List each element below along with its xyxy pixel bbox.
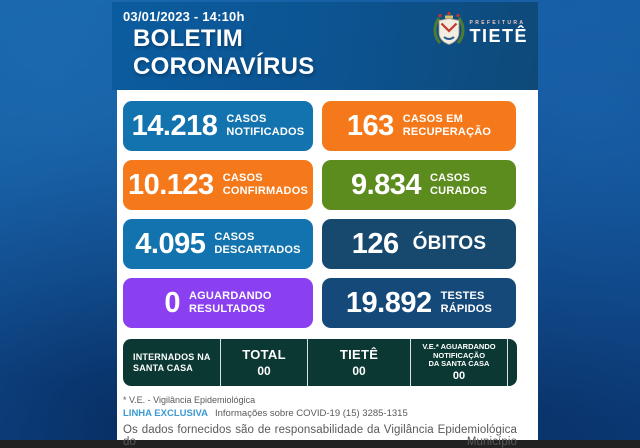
stat-casos-confirmados (123, 160, 313, 210)
stat-testes-rapidos (322, 278, 516, 328)
stat-label: CASOS NOTIFICADOS (226, 113, 305, 138)
bulletin-footer (123, 395, 517, 448)
table-spacer (508, 339, 517, 386)
bulletin-title-line2: CORONAVÍRUS (133, 53, 315, 80)
stat-obitos (322, 219, 516, 269)
bulletin-header (112, 2, 538, 90)
hotline-label: LINHA EXCLUSIVA (123, 408, 208, 419)
stat-casos-em-recuperacao (322, 101, 516, 151)
tiete-value: 00 (352, 363, 366, 378)
stat-label: TESTES RÁPIDOS (440, 290, 493, 315)
stat-value: 19.892 (345, 286, 432, 319)
hotline-info: Informações sobre COVID-19 (15) 3285-1315 (214, 408, 408, 419)
ve-value: 00 (452, 369, 466, 382)
santa-casa-table (123, 339, 517, 386)
stat-casos-curados (322, 160, 516, 210)
coat-of-arms-icon (432, 11, 466, 53)
bulletin-title (133, 25, 315, 81)
stat-value: 4.095 (135, 227, 206, 260)
stat-label: ÓBITOS (412, 233, 487, 254)
total-value: 00 (257, 363, 271, 378)
stat-label: CASOS EM RECUPERAÇÃO (402, 113, 492, 138)
stat-casos-descartados (123, 219, 313, 269)
disclaimer-text: Os dados fornecidos são de responsabilidade da Vigilância Epidemiológica do Município (123, 424, 517, 448)
stat-value: 0 (164, 286, 180, 319)
stat-value: 9.834 (350, 168, 422, 201)
bulletin-card (112, 2, 538, 448)
stat-label: CASOS CONFIRMADOS (222, 172, 308, 197)
stat-value: 14.218 (131, 109, 218, 142)
stat-casos-notificados (123, 101, 313, 151)
table-col-ve-aguardando: V.E.* AGUARDANDO NOTIFICAÇÃO DA SANTA CASA 00 (411, 339, 508, 386)
stat-label: CASOS DESCARTADOS (214, 231, 301, 256)
logo-city-name: TIETÊ (469, 25, 528, 46)
ve-footnote: * V.E. - Vigilância Epidemiológica (123, 395, 256, 405)
hotline-line (123, 408, 517, 419)
table-col-internados: INTERNADOS NA SANTA CASA (123, 339, 221, 386)
city-logo-text (469, 20, 528, 45)
stat-label: CASOS CURADOS (430, 172, 488, 197)
city-logo (432, 11, 528, 53)
bulletin-datetime: 03/01/2023 - 14:10h (123, 9, 245, 24)
stat-aguardando-resultados (123, 278, 313, 328)
stat-value: 163 (346, 109, 394, 142)
stat-value: 10.123 (127, 168, 214, 201)
stat-label: AGUARDANDO RESULTADOS (188, 290, 272, 315)
table-col-tiete: TIETÊ 00 (308, 339, 411, 386)
stat-value: 126 (351, 227, 399, 260)
bulletin-title-line1: BOLETIM (133, 25, 244, 52)
logo-prefeitura-label: PREFEITURA (469, 19, 526, 26)
bulletin-body (117, 90, 538, 448)
table-col-total: TOTAL 00 (221, 339, 308, 386)
stats-grid (123, 101, 538, 328)
